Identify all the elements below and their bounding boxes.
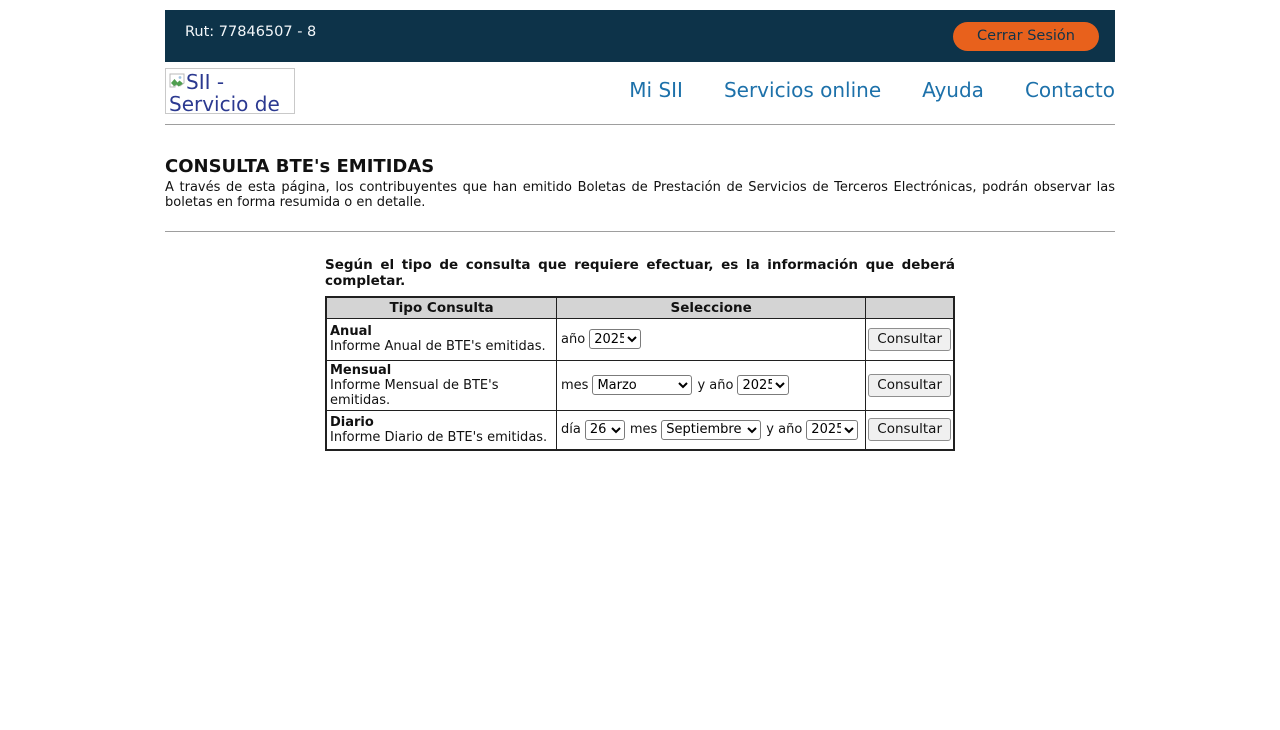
consulta-table — [325, 296, 955, 451]
header-row — [165, 62, 1115, 125]
diario-year-select[interactable] — [806, 420, 858, 440]
consultar-anual-button[interactable]: Consultar — [868, 328, 951, 351]
page-title: CONSULTA BTE's EMITIDAS — [165, 156, 435, 177]
page-container — [165, 10, 1115, 451]
diario-month-select[interactable] — [661, 420, 761, 440]
instruction-text: Según el tipo de consulta que requiere efectuar, es la información que deberá completar. — [325, 257, 955, 289]
column-header-empty — [866, 297, 954, 318]
divider — [165, 231, 1115, 232]
nav-link-contacto[interactable]: Contacto — [1024, 78, 1115, 102]
column-header-seleccione: Seleccione — [557, 297, 866, 318]
row-description: Informe Anual de BTE's emitidas. — [330, 339, 546, 354]
nav-link-servicios-online[interactable]: Servicios online — [723, 78, 882, 102]
tipo-cell-diario — [326, 410, 557, 450]
logo-alt-text: SII - Servicio de — [169, 70, 280, 114]
consultar-diario-button[interactable]: Consultar — [868, 418, 951, 441]
button-cell-anual — [866, 318, 954, 360]
main-nav — [629, 78, 1115, 102]
mensual-month-select[interactable] — [592, 375, 692, 395]
tipo-cell-anual — [326, 318, 557, 360]
logout-button[interactable]: Cerrar Sesión — [953, 22, 1099, 51]
row-description: Informe Mensual de BTE's emitidas. — [330, 377, 499, 408]
intro-text: A través de esta página, los contribuyentes que han emitido Boletas de Prestación de Servicios de Terceros Electrónicas, podrán observar las boletas en forma resumida o en detalle. — [165, 180, 1115, 210]
seleccione-cell-diario — [557, 410, 866, 450]
row-name: Mensual — [330, 362, 392, 378]
nav-link-mi-sii[interactable]: Mi SII — [629, 78, 683, 102]
consulta-section — [325, 258, 955, 451]
diario-day-select[interactable] — [585, 420, 625, 440]
row-name: Diario — [330, 414, 374, 430]
month-label: mes — [629, 422, 658, 438]
year-label: y año — [766, 422, 803, 438]
row-name: Anual — [330, 324, 372, 339]
table-row-mensual — [326, 360, 954, 410]
broken-image-icon — [169, 71, 185, 93]
year-label: año — [561, 331, 586, 347]
rut-label: Rut: 77846507 - 8 — [185, 24, 317, 40]
table-row-anual — [326, 318, 954, 360]
button-cell-mensual — [866, 360, 954, 410]
nav-link-ayuda[interactable]: Ayuda — [922, 78, 984, 102]
tipo-cell-mensual — [326, 360, 557, 410]
year-label: y año — [697, 377, 734, 393]
sii-logo-broken-image[interactable] — [165, 68, 295, 114]
mensual-year-select[interactable] — [737, 375, 789, 395]
button-cell-diario — [866, 410, 954, 450]
column-header-tipo-consulta: Tipo Consulta — [326, 297, 557, 318]
table-row-diario — [326, 410, 954, 450]
consultar-mensual-button[interactable]: Consultar — [868, 374, 951, 397]
anual-year-select[interactable] — [589, 329, 641, 349]
seleccione-cell-anual — [557, 318, 866, 360]
month-label: mes — [561, 377, 589, 393]
row-description: Informe Diario de BTE's emitidas. — [330, 429, 548, 445]
day-label: día — [561, 422, 581, 438]
table-header-row — [326, 297, 954, 318]
session-topbar — [165, 10, 1115, 62]
seleccione-cell-mensual — [557, 360, 866, 410]
